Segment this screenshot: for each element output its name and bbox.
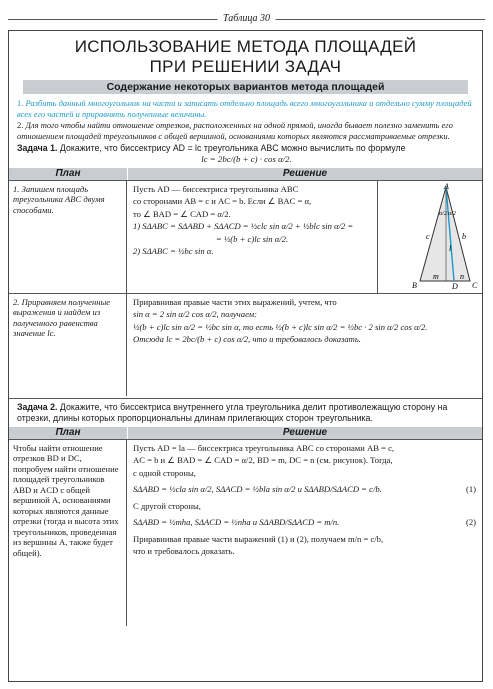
label-C: C (472, 281, 478, 290)
methods-list (17, 98, 476, 141)
method-item-2: 2. Для того чтобы найти отношение отрезков, расположенных на одной прямой, иногда бывает полезно заменить его отношением площадей треугольников с общей вершиной, основаниями которых являются рассматриваемые отрезки. (17, 120, 453, 141)
label-D: D (452, 282, 458, 291)
task-1-label: Задача 1. (17, 143, 58, 153)
area-formula-1-cont: = ½(b + c)lc sin α/2. (215, 233, 289, 244)
triangle-figure (377, 181, 482, 293)
title-line-2: ПРИ РЕШЕНИИ ЗАДАЧ (149, 57, 342, 76)
sol-line: sin α = 2 sin α/2 cos α/2, получаем: (133, 309, 258, 320)
task-2-plan: Чтобы найти отношение отрезков BD и DC, попробуем найти отношение площадей треугольников ABD и ACD с общей вершиной A, основаниями которых являются данные отрезки (тогда и высота этих треугольников, проведенная из вершины A, также будет общей). (9, 440, 127, 626)
task-1-statement (17, 143, 476, 165)
section-subtitle: Содержание некоторых вариантов метода площадей (23, 80, 468, 94)
task-1-step-1-solution (127, 181, 377, 293)
task-2-solution (127, 440, 482, 626)
task-2-statement (9, 398, 482, 424)
solution-header: Решение (128, 427, 482, 439)
sol-line: С другой стороны, (133, 500, 201, 511)
equation-2: SΔABD = ½mha, SΔACD = ½nha и SΔABD/SΔACD = m/n. (2) (133, 517, 476, 528)
task-1-step-1-plan: 1. Запишем площадь треугольника ABC двумя способами. (9, 181, 127, 293)
label-alpha-left: α/2 (439, 211, 447, 217)
label-l: l (449, 244, 452, 253)
label-A: A (444, 182, 449, 191)
label-n: n (460, 272, 464, 281)
sol-line: AC = b и ∠ BAD = ∠ CAD = α/2, BD = m, DC = n (см. рисунок). Тогда, (133, 455, 393, 466)
sol-line: что и требовалось доказать. (133, 546, 235, 557)
task-1-table-header (9, 168, 482, 180)
sol-line: Приравнивая правые части выражений (1) и (2), получаем m/n = c/b, (133, 533, 384, 544)
task-1-step-2-row (9, 293, 482, 396)
sol-line: с одной стороны, (133, 467, 196, 478)
plan-header: План (9, 427, 127, 439)
task-2-row (9, 439, 482, 626)
task-2-text: Докажите, что биссектриса внутреннего угла треугольника делит противолежащую сторону на отрезки, длины которых пропорциональны длинам прилегающих сторон треугольника. (17, 402, 448, 423)
sol-line: Пусть AD — биссектриса треугольника ABC (133, 184, 299, 194)
task-2-label: Задача 2. (17, 402, 58, 412)
equation-1: SΔABD = ½cla sin α/2, SΔACD = ½bla sin α/2 и SΔABD/SΔACD = c/b. (1) (133, 484, 476, 495)
sol-line: Пусть AD = la — биссектриса треугольника ABC со сторонами AB = c, (133, 443, 395, 453)
table-header-bar (8, 13, 485, 25)
task-1-text: Докажите, что биссектрису AD = lc треугольника ABC можно вычислить по формуле (59, 143, 406, 153)
label-m: m (433, 272, 439, 281)
label-b: b (462, 232, 466, 241)
title-line-1: ИСПОЛЬЗОВАНИЕ МЕТОДА ПЛОЩАДЕЙ (74, 37, 417, 56)
content-frame (8, 30, 483, 682)
plan-header: План (9, 168, 127, 180)
area-formula-1: 1) SΔABC = SΔABD + SΔACD = ½clc sin α/2 + ½blc sin α/2 = (133, 221, 354, 232)
task-1-step-2-solution (127, 294, 482, 396)
task-2-table-header (9, 427, 482, 439)
task-1-step-1-row (9, 180, 482, 293)
label-c: c (426, 232, 430, 241)
task-1-step-2-plan: 2. Приравняем полученные выражения и найдем из полученного равенства значение lc. (9, 294, 127, 396)
sol-line: то ∠ BAD = ∠ CAD = α/2. (133, 208, 231, 219)
page-title (9, 37, 482, 77)
task-1-formula: lc = 2bc/(b + c) · cos α/2. (201, 154, 292, 164)
area-formula-2: 2) SΔABC = ½bc sin α. (133, 246, 214, 257)
method-item-1: 1. Разбить данный многоугольник на части и записать отдельно площадь всего многоугольника и отдельно сумму площадей всех его частей и приравнять полученные величины. (17, 98, 472, 119)
label-alpha-right: α/2 (448, 211, 456, 217)
sol-line: со сторонами AB = c и AC = b. Если ∠ BAC = α, (133, 196, 312, 207)
table-number: Таблица 30 (217, 13, 276, 25)
sol-line: Приравнивая правые части этих выражений, учтем, что (133, 297, 337, 307)
sol-line: ½(b + c)lc sin α/2 = ½bc sin α, то есть ½(b + c)lc sin α/2 = ½bc · 2 sin α/2 cos α/2. (133, 321, 428, 332)
sol-line: Отсюда lc = 2bc/(b + c) cos α/2, что и требовалось доказать. (133, 334, 361, 345)
label-B: B (412, 281, 417, 290)
solution-header: Решение (128, 168, 482, 180)
